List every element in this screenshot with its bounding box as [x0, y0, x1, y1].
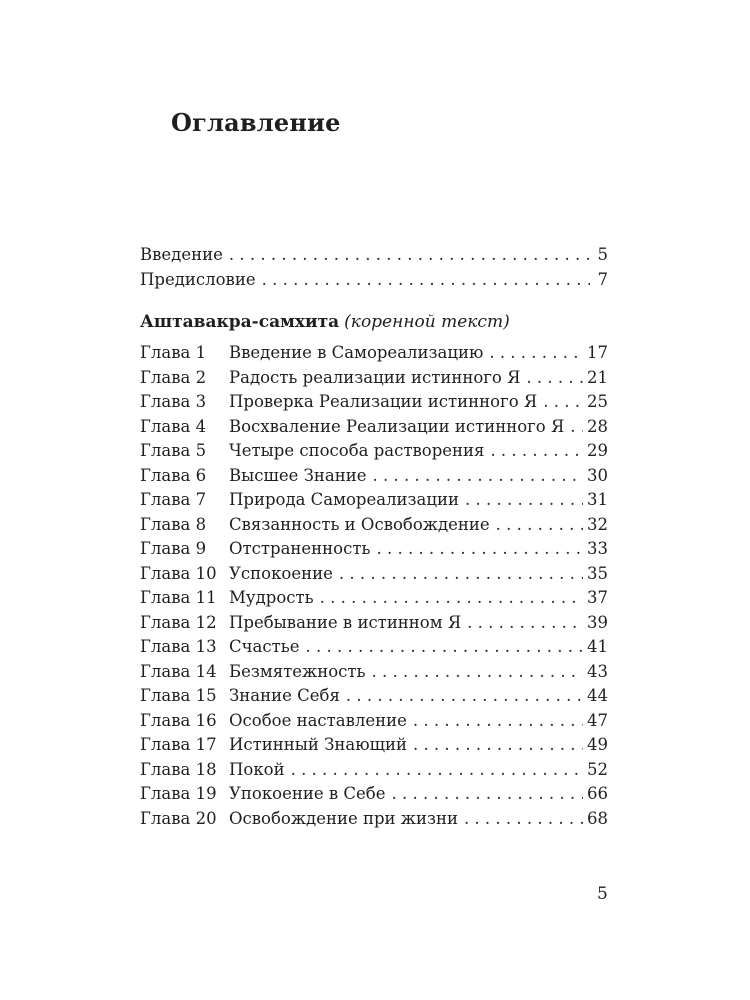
- toc-chapter-row[interactable]: [140, 488, 608, 514]
- chapter-label: Глава 12: [140, 612, 217, 632]
- section-title: Аштавакра-самхита: [140, 312, 340, 332]
- chapter-page: 33: [587, 539, 608, 558]
- toc-chapter-row[interactable]: [140, 586, 608, 612]
- chapter-label: Глава 4: [140, 416, 207, 436]
- dot-leader: [490, 439, 583, 463]
- section-subtitle: (коренной текст): [344, 312, 510, 332]
- toc-chapter-row[interactable]: [140, 562, 608, 588]
- chapter-page: 28: [587, 416, 608, 436]
- chapter-page: 29: [587, 441, 608, 460]
- chapter-label: Глава 7: [140, 490, 207, 509]
- toc-chapter-row[interactable]: [140, 733, 608, 759]
- chapter-page: 39: [587, 612, 608, 632]
- dot-leader: [291, 758, 583, 782]
- dot-leader: [376, 537, 583, 561]
- chapter-page: 35: [587, 563, 608, 583]
- dot-leader: [496, 513, 583, 537]
- toc-entry-preface[interactable]: [140, 268, 608, 294]
- chapter-page: 68: [587, 808, 608, 828]
- toc-chapter-row[interactable]: [140, 341, 608, 367]
- dot-leader: [467, 611, 583, 635]
- chapter-title: Особое наставление: [229, 710, 407, 730]
- chapter-title: Введение в Самореализацию: [229, 343, 484, 362]
- dot-leader: [413, 733, 583, 757]
- toc-chapter-row[interactable]: [140, 464, 608, 490]
- chapter-label: Глава 3: [140, 392, 207, 411]
- dot-leader: [570, 415, 583, 439]
- chapter-label: Глава 9: [140, 539, 207, 558]
- toc-entry-page: 7: [597, 270, 608, 289]
- toc-chapter-row[interactable]: [140, 390, 608, 416]
- dot-leader: [346, 684, 583, 708]
- toc-chapter-row[interactable]: [140, 635, 608, 661]
- chapter-page: 52: [587, 759, 608, 779]
- chapter-title: Связанность и Освобождение: [229, 514, 490, 534]
- toc-chapter-row[interactable]: [140, 611, 608, 637]
- dot-leader: [413, 709, 583, 733]
- chapter-page: 17: [587, 343, 608, 362]
- dot-leader: [373, 464, 584, 488]
- toc-chapter-row[interactable]: [140, 439, 608, 465]
- chapter-label: Глава 14: [140, 661, 217, 681]
- chapter-label: Глава 6: [140, 465, 207, 485]
- toc-chapter-row[interactable]: [140, 537, 608, 563]
- chapter-title: Пребывание в истинном Я: [229, 612, 462, 632]
- toc-entry-title: Предисловие: [140, 270, 256, 289]
- dot-leader: [339, 562, 583, 586]
- chapter-page: 30: [587, 465, 608, 485]
- chapter-page: 32: [587, 514, 608, 534]
- toc-chapter-row[interactable]: [140, 415, 608, 441]
- dot-leader: [526, 366, 583, 390]
- chapter-page: 21: [587, 367, 608, 387]
- toc-chapter-row[interactable]: [140, 660, 608, 686]
- chapter-label: Глава 13: [140, 637, 217, 656]
- chapter-page: 44: [587, 686, 608, 705]
- section-heading: [140, 310, 510, 334]
- chapter-label: Глава 10: [140, 563, 217, 583]
- chapter-label: Глава 1: [140, 343, 207, 362]
- chapter-title: Упокоение в Себе: [229, 784, 386, 803]
- chapter-label: Глава 8: [140, 514, 207, 534]
- chapter-page: 31: [587, 490, 608, 509]
- chapter-label: Глава 2: [140, 367, 207, 387]
- chapter-title: Отстраненность: [229, 539, 371, 558]
- chapter-label: Глава 16: [140, 710, 217, 730]
- chapter-title: Успокоение: [229, 563, 333, 583]
- chapter-label: Глава 15: [140, 686, 217, 705]
- chapter-title: Счастье: [229, 637, 300, 656]
- dot-leader: [543, 390, 583, 414]
- chapter-title: Истинный Знающий: [229, 735, 407, 754]
- chapter-label: Глава 17: [140, 735, 217, 754]
- chapter-label: Глава 19: [140, 784, 217, 803]
- toc-chapter-row[interactable]: [140, 807, 608, 833]
- chapter-title: Четыре способа растворения: [229, 441, 485, 460]
- toc-chapter-row[interactable]: [140, 709, 608, 735]
- chapter-title: Освобождение при жизни: [229, 808, 458, 828]
- chapter-title: Радость реализации истинного Я: [229, 367, 521, 387]
- chapter-title: Восхваление Реализации истинного Я: [229, 416, 565, 436]
- page-title: Оглавление: [171, 108, 341, 137]
- chapter-label: Глава 11: [140, 588, 217, 607]
- chapter-page: 49: [587, 735, 608, 754]
- chapter-title: Покой: [229, 759, 285, 779]
- chapter-title: Высшее Знание: [229, 465, 367, 485]
- chapter-label: Глава 18: [140, 759, 217, 779]
- chapter-label: Глава 5: [140, 441, 207, 460]
- toc-entry-page: 5: [597, 245, 608, 264]
- chapter-title: Знание Себя: [229, 686, 340, 705]
- dot-leader: [320, 586, 583, 610]
- chapter-label: Глава 20: [140, 808, 217, 828]
- toc-entry-introduction[interactable]: [140, 243, 608, 269]
- dot-leader: [372, 660, 584, 684]
- page-number: 5: [597, 884, 608, 904]
- chapter-page: 43: [587, 661, 608, 681]
- chapter-page: 66: [587, 784, 608, 803]
- toc-chapter-row[interactable]: [140, 366, 608, 392]
- dot-leader: [465, 488, 583, 512]
- dot-leader: [392, 782, 584, 806]
- dot-leader: [262, 268, 590, 292]
- chapter-title: Природа Самореализации: [229, 490, 460, 509]
- toc-chapter-row[interactable]: [140, 513, 608, 539]
- chapter-title: Проверка Реализации истинного Я: [229, 392, 538, 411]
- chapter-title: Безмятежность: [229, 661, 366, 681]
- dot-leader: [464, 807, 583, 831]
- toc-chapter-row[interactable]: [140, 758, 608, 784]
- dot-leader: [306, 635, 584, 659]
- dot-leader: [229, 243, 590, 267]
- dot-leader: [489, 341, 583, 365]
- chapter-page: 37: [587, 588, 608, 607]
- toc-chapter-row[interactable]: [140, 782, 608, 808]
- chapter-page: 25: [587, 392, 608, 411]
- toc-chapter-row[interactable]: [140, 684, 608, 710]
- toc-entry-title: Введение: [140, 245, 223, 264]
- chapter-page: 41: [587, 637, 608, 656]
- chapter-page: 47: [587, 710, 608, 730]
- chapter-title: Мудрость: [229, 588, 314, 607]
